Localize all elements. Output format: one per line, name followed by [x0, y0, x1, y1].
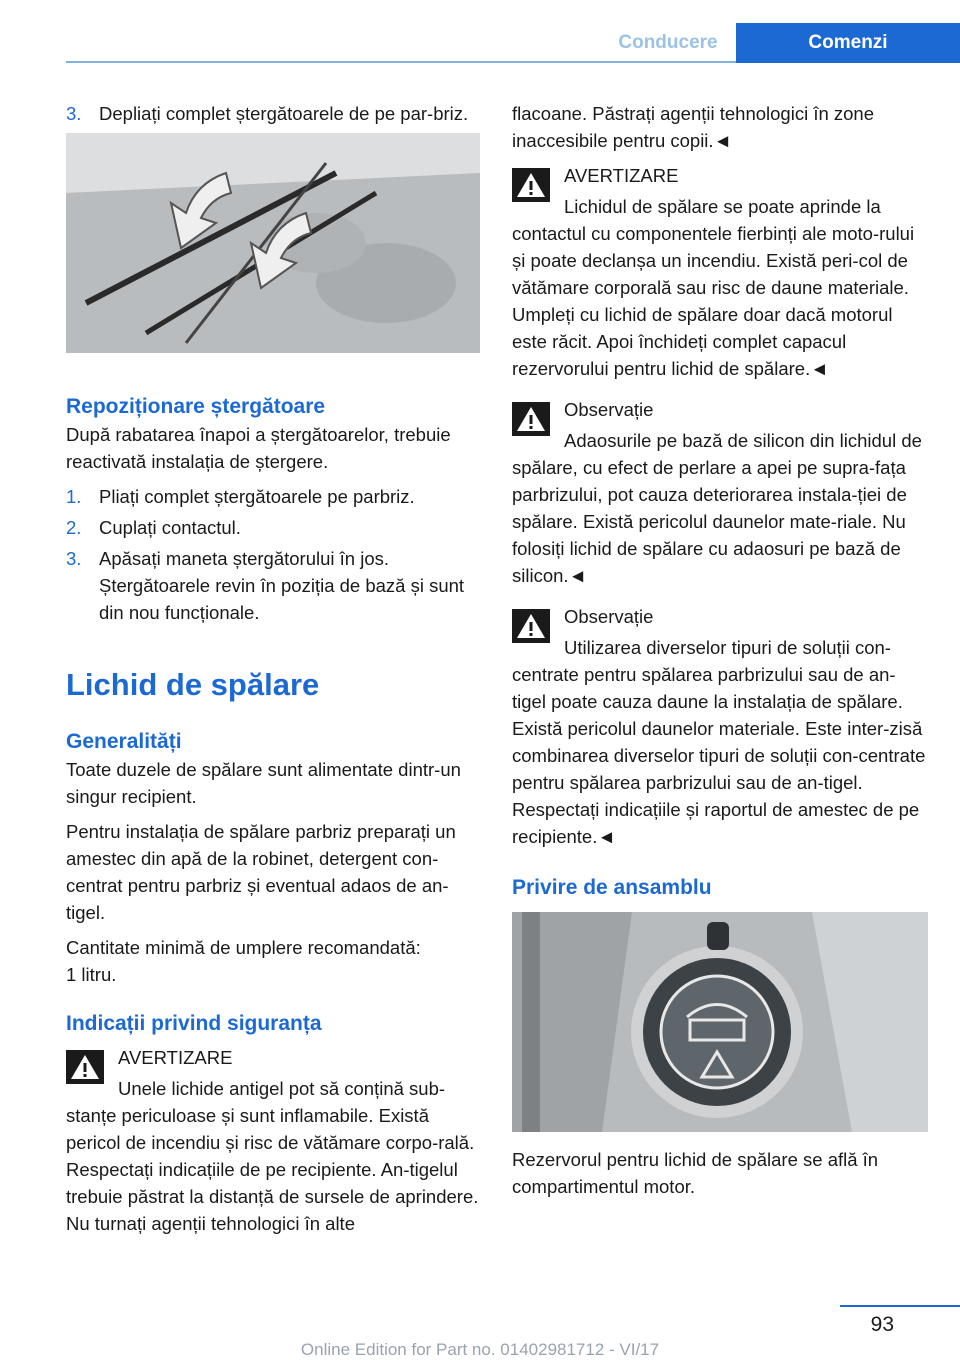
- warning-block: [512, 162, 928, 382]
- step-number: 3.: [66, 103, 82, 124]
- page-number: 93: [870, 1313, 894, 1336]
- step-item: [66, 545, 480, 626]
- step-number: 2.: [66, 517, 82, 538]
- step-text: Depliați complet ștergătoarele de pe par‐briz.: [99, 103, 469, 124]
- note-body: Utilizarea diverselor tipuri de soluții con‐centrate pentru spălarea parbrizului sau de an‐tigel poate cauza daune la instalația de spălare. Există pericolul daunelor materiale. Este inter‐zisă combinarea diverselor tipuri de soluții con‐centrate pentru spălarea parbrizului sau de an‐tigel. Respectați indicațiile și raportul de amestec de pe recipiente.◄: [512, 637, 926, 847]
- warning-triangle-icon: [512, 402, 550, 436]
- warning-body: Unele lichide antigel pot să conțină sub‐stanțe periculoase și sunt inflamabile. Există pericol de incendiu și risc de vătămare corpo‐rală. Respectați indicațiile de pe recipiente. An‐tigelul trebuie păstrat la distanță de sursele de aprindere. Nu turnați agenții tehnologici în alte: [66, 1078, 479, 1234]
- warning-triangle-icon: [512, 168, 550, 202]
- section-title-safety: Indicații privind siguranța: [66, 1012, 322, 1035]
- warning-title: AVERTIZARE: [118, 1047, 233, 1068]
- edition-footer: Online Edition for Part no. 01402981712 - VI/17: [300, 1340, 660, 1359]
- warning-triangle-icon: [512, 609, 550, 643]
- tab-conducere[interactable]: Conducere: [618, 32, 718, 53]
- warning-body: Lichidul de spălare se poate aprinde la contactul cu componentele fierbinți ale moto‐rului și poate declanșa un incendiu. Există peri‐col de vătămare corporală sau risc de daune materiale. Umpleți cu lichid de spălare doar dacă motorul este răcit. Apoi închideți complet capacul rezervorului pentru lichid de spălare.◄: [512, 196, 915, 379]
- right-column: [512, 100, 928, 1208]
- general-paragraph: Toate duzele de spălare sunt alimentate dintr‐un singur recipient.: [66, 759, 461, 807]
- step-number: 1.: [66, 486, 82, 507]
- footer-rule: [840, 1305, 960, 1307]
- step-text: Cuplați contactul.: [99, 517, 241, 538]
- note-title: Observație: [564, 606, 654, 627]
- warning-triangle-icon: [66, 1050, 104, 1084]
- note-body: Adaosurile pe bază de silicon din lichidul de spălare, cu efect de perlare a apei pe supra‐fața parbrizului, pot cauza deteriorarea instala‐ției de spălare. Există pericolul daunelor mate‐riale. Nu folosiți lichid de spălare cu adaosuri pe bază de silicon.◄: [512, 430, 922, 586]
- image-caption: Rezervorul pentru lichid de spălare se află în compartimentul motor.: [512, 1149, 879, 1197]
- note-block: [512, 603, 928, 850]
- washer-reservoir-photo: [512, 912, 928, 1132]
- reposition-intro: După rabatarea înapoi a ștergătoarelor, trebuie reactivată instalația de ștergere.: [66, 424, 451, 472]
- step-number: 3.: [66, 548, 82, 569]
- warning-block: [66, 1044, 480, 1237]
- step-text: Pliați complet ștergătoarele pe parbriz.: [99, 486, 415, 507]
- step-item: [66, 100, 480, 127]
- general-paragraph: [66, 934, 480, 988]
- wiper-photo: [66, 133, 480, 353]
- chapter-title: Lichid de spălare: [66, 667, 320, 702]
- section-title-reposition: Repoziționare ștergătoare: [66, 395, 326, 418]
- warning-title: AVERTIZARE: [564, 165, 679, 186]
- left-column: [66, 100, 480, 1251]
- warning-continuation: flacoane. Păstrați agenții tehnologici în zone inaccesibile pentru copii.◄: [512, 103, 875, 151]
- fill-quantity-label: Cantitate minimă de umplere recomandată:: [66, 937, 421, 958]
- general-paragraph: Pentru instalația de spălare parbriz preparați un amestec din apă de la robinet, detergent con‐centrat pentru parbriz și eventual adaos de an‐tigel.: [66, 821, 456, 923]
- step-text: Apăsați maneta ștergătorului în jos. Ștergătoarele revin în poziția de bază și sunt din nou funcționale.: [99, 548, 465, 623]
- section-title-general: Generalități: [66, 730, 182, 753]
- section-title-overview: Privire de ansamblu: [512, 876, 712, 899]
- fill-quantity-value: 1 litru.: [66, 964, 117, 985]
- tab-comenzi[interactable]: Comenzi: [736, 23, 960, 63]
- note-block: [512, 396, 928, 589]
- note-title: Observație: [564, 399, 654, 420]
- step-item: [66, 514, 480, 541]
- step-item: [66, 483, 480, 510]
